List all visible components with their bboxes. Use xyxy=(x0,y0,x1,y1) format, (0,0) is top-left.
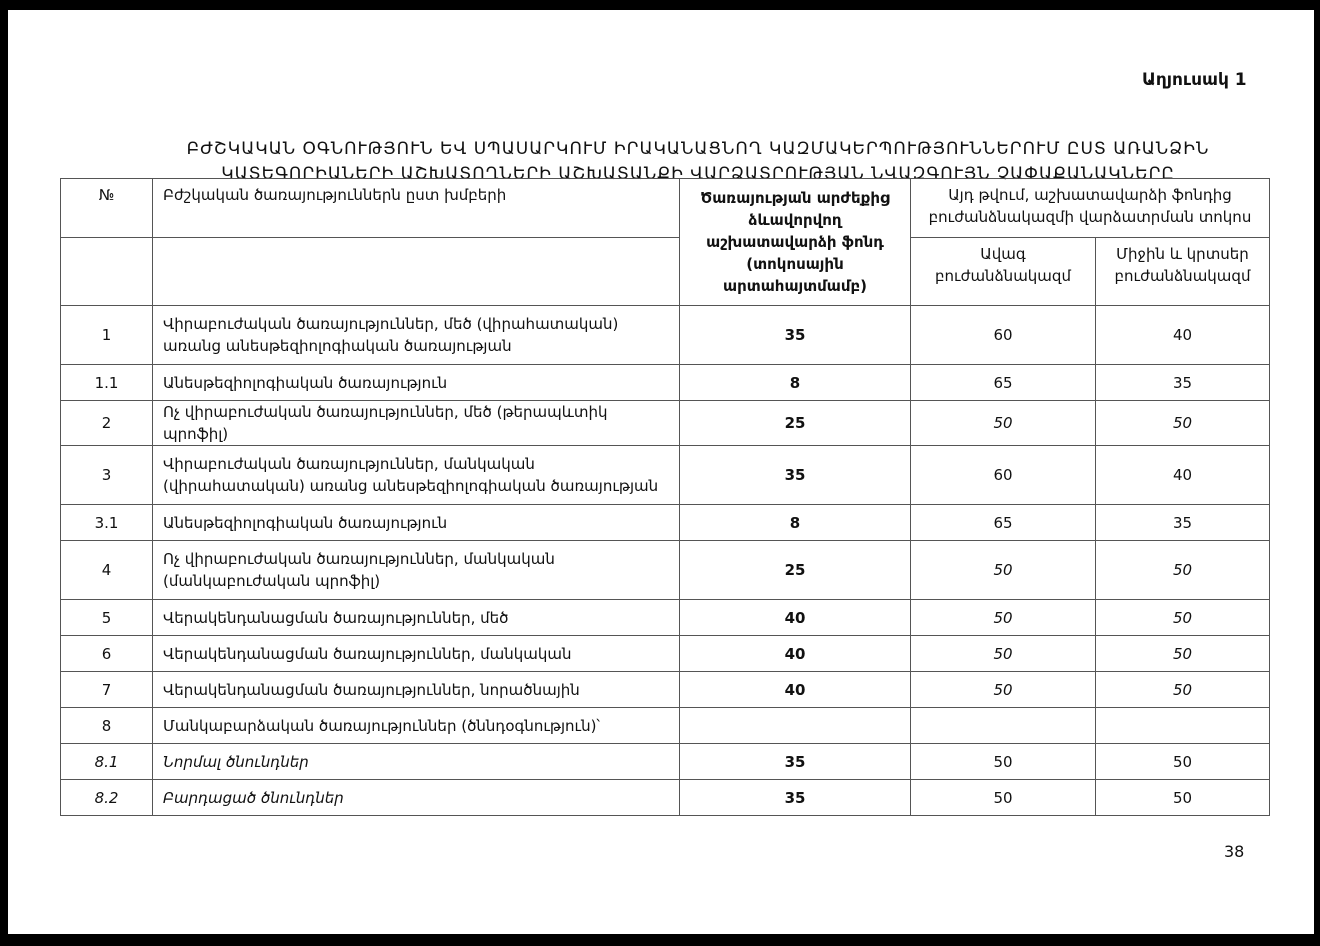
table-row xyxy=(61,446,1270,505)
senior-staff-percent: 60 xyxy=(911,446,1096,505)
row-number: 8 xyxy=(61,708,153,744)
header-group-empty xyxy=(153,238,680,306)
row-number: 7 xyxy=(61,672,153,708)
header-including: Այդ թվում, աշխատավարձի ֆոնդից բուժանձնակազմի վարձատրման տոկոս xyxy=(911,179,1270,238)
table-row xyxy=(61,306,1270,365)
mid-staff-percent: 35 xyxy=(1096,505,1270,541)
service-name: Վերակենդանացման ծառայություններ, մեծ xyxy=(153,600,680,636)
table-row xyxy=(61,780,1270,816)
senior-staff-percent: 50 xyxy=(911,744,1096,780)
header-mid: Միջին և կրտսեր բուժանձնակազմ xyxy=(1096,238,1270,306)
fund-percent: 35 xyxy=(680,446,911,505)
service-name: Մանկաբարձական ծառայություններ (ծննդօգնություն)՝ xyxy=(153,708,680,744)
table-row xyxy=(61,708,1270,744)
fund-percent: 25 xyxy=(680,541,911,600)
service-name: Վիրաբուժական ծառայություններ, մեծ (վիրահատական) առանց անեսթեզիոլոգիական ծառայության xyxy=(153,306,680,365)
table-row xyxy=(61,600,1270,636)
header-row-2 xyxy=(61,238,1270,306)
senior-staff-percent xyxy=(911,708,1096,744)
mid-staff-percent: 35 xyxy=(1096,365,1270,401)
fund-percent xyxy=(680,708,911,744)
senior-staff-percent: 50 xyxy=(911,600,1096,636)
fund-percent: 8 xyxy=(680,505,911,541)
mid-staff-percent: 40 xyxy=(1096,446,1270,505)
row-number: 3.1 xyxy=(61,505,153,541)
fund-percent: 40 xyxy=(680,600,911,636)
fund-percent: 8 xyxy=(680,365,911,401)
header-row-1 xyxy=(61,179,1270,238)
row-number: 4 xyxy=(61,541,153,600)
table-row xyxy=(61,541,1270,600)
mid-staff-percent: 40 xyxy=(1096,306,1270,365)
appendix-label: Աղյուսակ 1 xyxy=(1142,70,1247,90)
service-name: Անեսթեզիոլոգիական ծառայություն xyxy=(153,365,680,401)
senior-staff-percent: 50 xyxy=(911,636,1096,672)
senior-staff-percent: 50 xyxy=(911,672,1096,708)
row-number: 2 xyxy=(61,401,153,446)
fund-percent: 40 xyxy=(680,672,911,708)
service-name: Ոչ վիրաբուժական ծառայություններ, մեծ (թերապևտիկ պրոֆիլ) xyxy=(153,401,680,446)
mid-staff-percent: 50 xyxy=(1096,401,1270,446)
header-num: № xyxy=(61,179,153,238)
row-number: 8.2 xyxy=(61,780,153,816)
service-name: Բարդացած ծնունդներ xyxy=(153,780,680,816)
table-row xyxy=(61,672,1270,708)
row-number: 1 xyxy=(61,306,153,365)
document-page xyxy=(8,10,1314,934)
service-name: Ոչ վիրաբուժական ծառայություններ, մանկական (մանկաբուժական պրոֆիլ) xyxy=(153,541,680,600)
fund-percent: 35 xyxy=(680,306,911,365)
mid-staff-percent: 50 xyxy=(1096,672,1270,708)
mid-staff-percent: 50 xyxy=(1096,780,1270,816)
service-name: Վիրաբուժական ծառայություններ, մանկական (վիրահատական) առանց անեսթեզիոլոգիական ծառայության xyxy=(153,446,680,505)
senior-staff-percent: 50 xyxy=(911,780,1096,816)
service-name: Վերակենդանացման ծառայություններ, մանկական xyxy=(153,636,680,672)
header-group: Բժշկական ծառայություններն ըստ խմբերի xyxy=(153,179,680,238)
senior-staff-percent: 65 xyxy=(911,505,1096,541)
row-number: 8.1 xyxy=(61,744,153,780)
table-row xyxy=(61,744,1270,780)
mid-staff-percent xyxy=(1096,708,1270,744)
senior-staff-percent: 50 xyxy=(911,401,1096,446)
row-number: 6 xyxy=(61,636,153,672)
service-name: Նորմալ ծնունդներ xyxy=(153,744,680,780)
fund-percent: 35 xyxy=(680,744,911,780)
fund-percent: 40 xyxy=(680,636,911,672)
title-line-2: ԿԱՏԵԳՈՐԻԱՆԵՐԻ ԱՇԽԱՏՈՂՆԵՐԻ ԱՇԽԱՏԱՆՔԻ ՎԱՐՁԱՏՐՈՒԹՅԱՆ ՆՎԱԶԳՈՒՅՆ ՉԱՓԱՔԱՆԱԿՆԵՐԸ xyxy=(221,164,1175,184)
fund-percent: 25 xyxy=(680,401,911,446)
row-number: 5 xyxy=(61,600,153,636)
mid-staff-percent: 50 xyxy=(1096,541,1270,600)
mid-staff-percent: 50 xyxy=(1096,600,1270,636)
header-fund: Ծառայության արժեքից ձևավորվող աշխատավարձի ֆոնդ (տոկոսային արտահայտմամբ) xyxy=(680,179,911,306)
mid-staff-percent: 50 xyxy=(1096,636,1270,672)
table-row xyxy=(61,401,1270,446)
title-line-1: ԲԺՇԿԱԿԱՆ ՕԳՆՈՒԹՅՈՒՆ ԵՎ ՍՊԱՍԱՐԿՈՒՄ ԻՐԱԿԱՆԱՑՆՈՂ ԿԱԶՄԱԿԵՐՊՈՒԹՅՈՒՆՆԵՐՈՒՄ ԸՍՏ ԱՌԱՆՁԻՆ xyxy=(186,139,1210,159)
row-number: 3 xyxy=(61,446,153,505)
table-row xyxy=(61,636,1270,672)
senior-staff-percent: 50 xyxy=(911,541,1096,600)
wage-fund-table xyxy=(60,178,1270,816)
header-num-empty xyxy=(61,238,153,306)
page-number: 38 xyxy=(1224,842,1245,861)
row-number: 1.1 xyxy=(61,365,153,401)
table-row xyxy=(61,365,1270,401)
service-name: Վերակենդանացման ծառայություններ, նորածնային xyxy=(153,672,680,708)
table-row xyxy=(61,505,1270,541)
service-name: Անեսթեզիոլոգիական ծառայություն xyxy=(153,505,680,541)
fund-percent: 35 xyxy=(680,780,911,816)
header-senior: Ավագ բուժանձնակազմ xyxy=(911,238,1096,306)
senior-staff-percent: 60 xyxy=(911,306,1096,365)
mid-staff-percent: 50 xyxy=(1096,744,1270,780)
senior-staff-percent: 65 xyxy=(911,365,1096,401)
